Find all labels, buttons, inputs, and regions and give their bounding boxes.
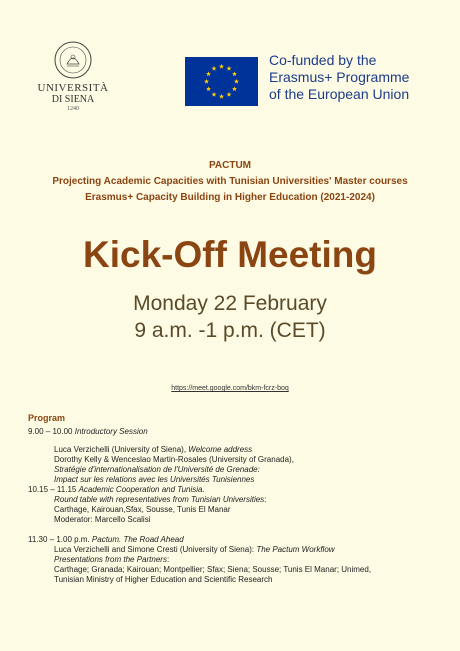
eu-star bbox=[219, 94, 224, 99]
eu-star bbox=[212, 92, 217, 97]
project-info bbox=[0, 158, 460, 206]
project-subtitle: Projecting Academic Capacities with Tunisian Universities' Master courses bbox=[52, 176, 408, 187]
session-3-colon: : bbox=[166, 555, 170, 564]
eu-star bbox=[227, 66, 232, 71]
university-seal-icon bbox=[53, 40, 93, 80]
session-1-line-4: Impact sur les relations avec les Universités Tunisiennes bbox=[54, 475, 255, 484]
session-2-roundtable: Round table with representatives from Tunisian Universities bbox=[54, 495, 265, 504]
university-year: 1240 bbox=[67, 106, 79, 112]
session-1-talk: Welcome address bbox=[188, 445, 253, 454]
session-3-line-2 bbox=[28, 555, 448, 565]
session-1-title: Introductory Session bbox=[74, 427, 148, 436]
session-2-line-2: Carthage, Kairouan,Sfax, Sousse, Tunis El Manar bbox=[54, 505, 231, 514]
eu-star bbox=[212, 66, 217, 71]
university-sub: DI SIENA bbox=[51, 94, 95, 105]
meeting-link[interactable]: https://meet.google.com/bkm-fcrz-boq bbox=[171, 385, 289, 392]
program-section bbox=[28, 413, 448, 585]
eu-star bbox=[206, 71, 211, 76]
eu-cofunded-text bbox=[269, 52, 409, 103]
university-name: UNIVERSITÀ bbox=[37, 82, 109, 94]
session-3-line-4: Tunisian Ministry of Higher Education and Scientific Research bbox=[54, 575, 273, 584]
session-3-line-3: Carthage; Granada; Kairouan; Montpellier; Sfax; Siena; Sousse; Tunis El Manar; Unimed, bbox=[54, 565, 372, 574]
session-3-title: Pactum. The Road Ahead bbox=[91, 535, 184, 544]
session-3 bbox=[28, 535, 448, 585]
eu-star bbox=[219, 64, 224, 69]
session-1-header bbox=[28, 427, 448, 437]
session-2-line-3: Moderator: Marcello Scalisi bbox=[54, 515, 151, 524]
eu-star bbox=[232, 71, 237, 76]
event-date: Monday 22 February bbox=[133, 292, 327, 315]
eu-line-2: Erasmus+ Programme bbox=[269, 69, 410, 85]
session-1-time: 9.00 – 10.00 bbox=[28, 427, 75, 436]
event-time: 9 a.m. -1 p.m. (CET) bbox=[134, 319, 326, 342]
session-2-line-1 bbox=[28, 495, 448, 505]
session-1-line-2: Dorothy Kelly & Wenceslao Martin-Rosales (University of Granada), bbox=[54, 455, 294, 464]
session-3-header bbox=[28, 535, 448, 545]
program-heading: Program bbox=[28, 413, 66, 423]
eu-line-1: Co-funded by the bbox=[269, 52, 377, 68]
session-3-speakers: Luca Verzichelli and Simone Cresti (University of Siena): bbox=[54, 545, 257, 554]
session-2-time: 10.15 – 11.15 bbox=[28, 485, 79, 494]
session-1-line-3: Stratégie d'internationalisation de l'Université de Grenade: bbox=[54, 465, 260, 474]
session-3-presentations: Presentations from the Partners bbox=[54, 555, 167, 564]
session-1-line-1 bbox=[28, 445, 448, 455]
event-datetime bbox=[0, 290, 460, 344]
eu-star bbox=[232, 86, 237, 91]
project-program: Erasmus+ Capacity Building in Higher Education (2021-2024) bbox=[85, 192, 375, 203]
project-name: PACTUM bbox=[208, 160, 252, 171]
session-2-colon: : bbox=[264, 495, 267, 504]
eu-flag-icon bbox=[185, 57, 258, 106]
session-3-line-1 bbox=[28, 545, 448, 555]
eu-star bbox=[234, 79, 239, 84]
eu-star bbox=[204, 79, 209, 84]
eu-star bbox=[227, 92, 232, 97]
eu-line-3: of the European Union bbox=[269, 86, 410, 102]
session-3-talk: The Pactum Workflow bbox=[256, 545, 335, 554]
session-2-header bbox=[28, 485, 448, 495]
session-3-time: 11.30 – 1.00 p.m. bbox=[28, 535, 92, 544]
event-title: Kick-Off Meeting bbox=[83, 234, 377, 275]
session-2-title: Academic Cooperation and Tunisia. bbox=[78, 485, 205, 494]
session-2 bbox=[28, 485, 448, 525]
eu-star bbox=[206, 86, 211, 91]
session-1 bbox=[28, 427, 448, 485]
header bbox=[0, 0, 460, 120]
university-logo bbox=[28, 40, 118, 113]
session-1-speaker: Luca Verzichelli (University of Siena), bbox=[54, 445, 189, 454]
